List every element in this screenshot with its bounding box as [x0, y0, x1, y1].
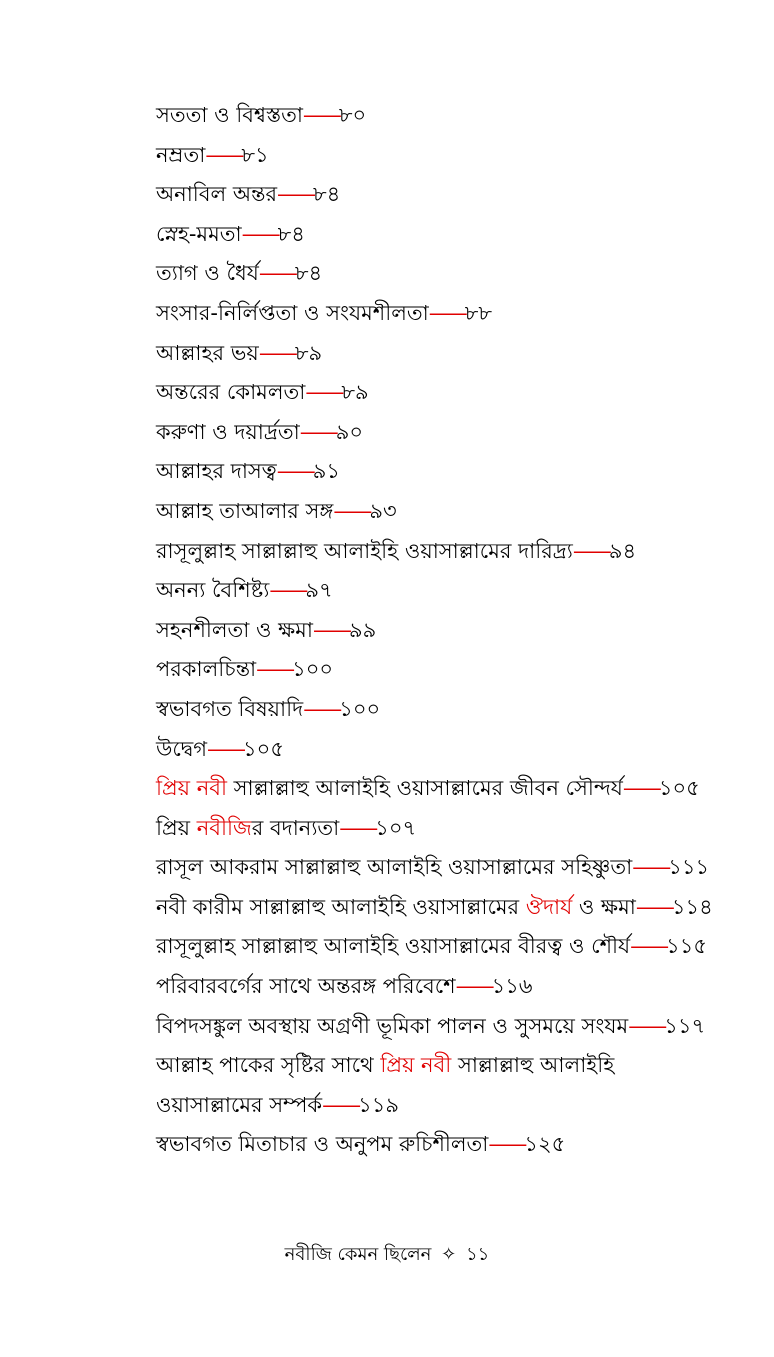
toc-separator: —— — [207, 736, 244, 761]
toc-separator: —— — [333, 498, 370, 523]
toc-entry-title: স্নেহ-মমতা — [156, 221, 242, 246]
toc-entry-title: রাসূল আকরাম সাল্লাল্লাহু আলাইহি ওয়াসাল্লামের সহিষ্ণুতা — [156, 855, 633, 880]
toc-entry — [156, 96, 756, 136]
toc-entry — [156, 927, 756, 967]
toc-entry-title: অনন্য বৈশিষ্ট্য — [156, 578, 270, 603]
toc-page-number: ১০০ — [292, 657, 334, 682]
toc-entry — [156, 809, 756, 849]
toc-entry-title: সহনশীলতা ও ক্ষমা — [156, 617, 313, 642]
toc-page-number: ৯৪ — [608, 538, 637, 563]
toc-entry-title: আল্লাহ তাআলার সঙ্গ — [156, 498, 334, 523]
footer-book-title: নবীজি কেমন ছিলেন — [284, 1244, 432, 1265]
toc-separator: —— — [632, 855, 669, 880]
toc-entry-title: বিপদসঙ্কুল অবস্থায় অগ্রণী ভূমিকা পালন ও সুসময়ে সংযম — [156, 1013, 629, 1038]
toc-separator: —— — [258, 261, 295, 286]
toc-entry-title: স্বভাবগত বিষয়াদি — [156, 696, 304, 721]
toc-separator: —— — [256, 657, 293, 682]
toc-page-number: ৮৪ — [313, 182, 341, 207]
toc-entry-title: উদ্বেগ — [156, 736, 208, 761]
toc-entry — [156, 1086, 756, 1126]
toc-entry-title: ওয়াসাল্লামের সম্পর্ক — [156, 1092, 323, 1117]
toc-separator: —— — [312, 617, 349, 642]
page-footer — [0, 1240, 774, 1271]
toc-page-number: ১০৭ — [375, 815, 417, 840]
toc-separator: —— — [622, 776, 659, 801]
toc-entry — [156, 492, 756, 532]
toc-entry-highlight: নবীজি — [196, 815, 252, 840]
toc-separator: —— — [299, 419, 336, 444]
toc-separator: —— — [305, 380, 342, 405]
toc-entry — [156, 571, 756, 611]
toc-entry — [156, 136, 756, 176]
toc-page-number: ৯০ — [335, 419, 363, 444]
toc-entry — [156, 373, 756, 413]
toc-entry — [156, 334, 756, 374]
toc-entry-title: সাল্লাল্লাহু আলাইহি ওয়াসাল্লামের জীবন সৌন্দর্য — [226, 776, 623, 801]
toc-page-number: ৮৪ — [294, 261, 323, 286]
toc-page-number: ৯৯ — [348, 617, 377, 642]
toc-page-number: ১১৬ — [491, 974, 533, 999]
toc-page-number: ৮৯ — [294, 340, 323, 365]
toc-entry-title: সংসার-নির্লিপ্ততা ও সংযমশীলতা — [156, 300, 429, 325]
toc-entry — [156, 413, 756, 453]
footer-page-number: ১১ — [465, 1244, 490, 1265]
toc-separator: —— — [258, 340, 295, 365]
toc-entry-title: করুণা ও দয়ার্দ্রতা — [156, 419, 300, 444]
toc-entry — [156, 611, 756, 651]
toc-entry — [156, 690, 756, 730]
toc-entry — [156, 967, 756, 1007]
toc-entry — [156, 532, 756, 572]
toc-entry-title: স্বভাবগত মিতাচার ও অনুপম রুচিশীলতা — [156, 1132, 489, 1157]
toc-entry-title: রাসূলুল্লাহ সাল্লাল্লাহু আলাইহি ওয়াসাল্লামের বীরত্ব ও শৌর্য — [156, 934, 631, 959]
toc-separator: —— — [455, 974, 492, 999]
toc-entry-title: পরিবারবর্গের সাথে অন্তরঙ্গ পরিবেশে — [156, 974, 456, 999]
toc-page-number: ১১৫ — [666, 934, 708, 959]
toc-page-number: ১০৫ — [658, 776, 700, 801]
toc-page-number: ১২৫ — [524, 1132, 566, 1157]
toc-entry — [156, 1007, 756, 1047]
toc-page-number: ৮৪ — [277, 221, 305, 246]
toc-entry-title: আল্লাহর দাসত্ব — [156, 459, 277, 484]
toc-entry-title: সাল্লাল্লাহু আলাইহি — [451, 1053, 615, 1078]
toc-entry-title: আল্লাহ পাকের সৃষ্টির সাথে — [156, 1053, 381, 1078]
toc-separator: —— — [630, 934, 667, 959]
toc-separator: —— — [269, 578, 306, 603]
toc-entry-title: পরকালচিন্তা — [156, 657, 257, 682]
toc-entry — [156, 1046, 756, 1086]
toc-separator: —— — [322, 1092, 359, 1117]
toc-entry — [156, 294, 756, 334]
table-of-contents — [156, 96, 756, 1165]
toc-page-number: ৮৯ — [341, 380, 369, 405]
toc-separator: —— — [205, 142, 242, 167]
toc-separator: —— — [628, 1013, 665, 1038]
toc-entry-title: ত্যাগ ও ধৈর্য — [156, 261, 259, 286]
toc-separator: —— — [339, 815, 376, 840]
toc-entry — [156, 769, 756, 809]
toc-entry-title: রাসূলুল্লাহ সাল্লাল্লাহু আলাইহি ওয়াসাল্লামের দারিদ্র্য — [156, 538, 573, 563]
toc-separator: —— — [302, 103, 339, 127]
toc-entry-title: নবী কারীম সাল্লাল্লাহু আলাইহি ওয়াসাল্লামের — [156, 894, 526, 919]
toc-page-number: ৯৩ — [369, 498, 397, 523]
toc-entry-title: ও ক্ষমা — [572, 894, 636, 919]
toc-entry-title: প্রিয় — [156, 815, 197, 840]
toc-page-number: ১১৭ — [664, 1013, 706, 1038]
toc-entry — [156, 175, 756, 215]
toc-entry-title: নম্রতা — [156, 142, 206, 167]
toc-entry-title: সততা ও বিশ্বস্ততা — [156, 103, 303, 127]
toc-entry — [156, 452, 756, 492]
toc-entry — [156, 888, 756, 928]
toc-page-number: ১১৪ — [671, 894, 713, 919]
toc-entry-title: আল্লাহর ভয় — [156, 340, 259, 365]
toc-page-number: ৮৮ — [464, 300, 492, 325]
toc-entry — [156, 650, 756, 690]
toc-entry — [156, 254, 756, 294]
toc-entry-highlight: প্রিয় নবী — [156, 776, 227, 801]
star-icon: ✧ — [441, 1244, 457, 1265]
toc-entry-title: র বদান্যতা — [251, 815, 340, 840]
toc-page-number: ৯৭ — [305, 578, 333, 603]
toc-separator: —— — [635, 894, 672, 919]
toc-separator: —— — [276, 459, 313, 484]
toc-page-number: ১১৯ — [358, 1092, 400, 1117]
toc-entry — [156, 215, 756, 255]
toc-entry — [156, 730, 756, 770]
toc-entry — [156, 848, 756, 888]
toc-page-number: ৮১ — [241, 142, 269, 167]
toc-separator: —— — [277, 182, 314, 207]
toc-page-number: ৮০ — [338, 103, 367, 127]
toc-page-number: ৯১ — [312, 459, 340, 484]
toc-separator: —— — [572, 538, 609, 563]
toc-entry-title: অনাবিল অন্তর — [156, 182, 278, 207]
toc-entry-title: অন্তরের কোমলতা — [156, 380, 306, 405]
toc-page-number: ১০০ — [339, 696, 381, 721]
toc-separator: —— — [488, 1132, 525, 1157]
toc-page-number: ১০৫ — [243, 736, 284, 761]
toc-entry-highlight: ঔদার্য — [525, 894, 573, 919]
toc-separator: —— — [303, 696, 340, 721]
toc-separator: —— — [241, 221, 278, 246]
toc-separator: —— — [428, 300, 465, 325]
toc-page-number: ১১১ — [668, 855, 710, 880]
toc-entry — [156, 1125, 756, 1165]
toc-entry-highlight: প্রিয় নবী — [380, 1053, 452, 1078]
